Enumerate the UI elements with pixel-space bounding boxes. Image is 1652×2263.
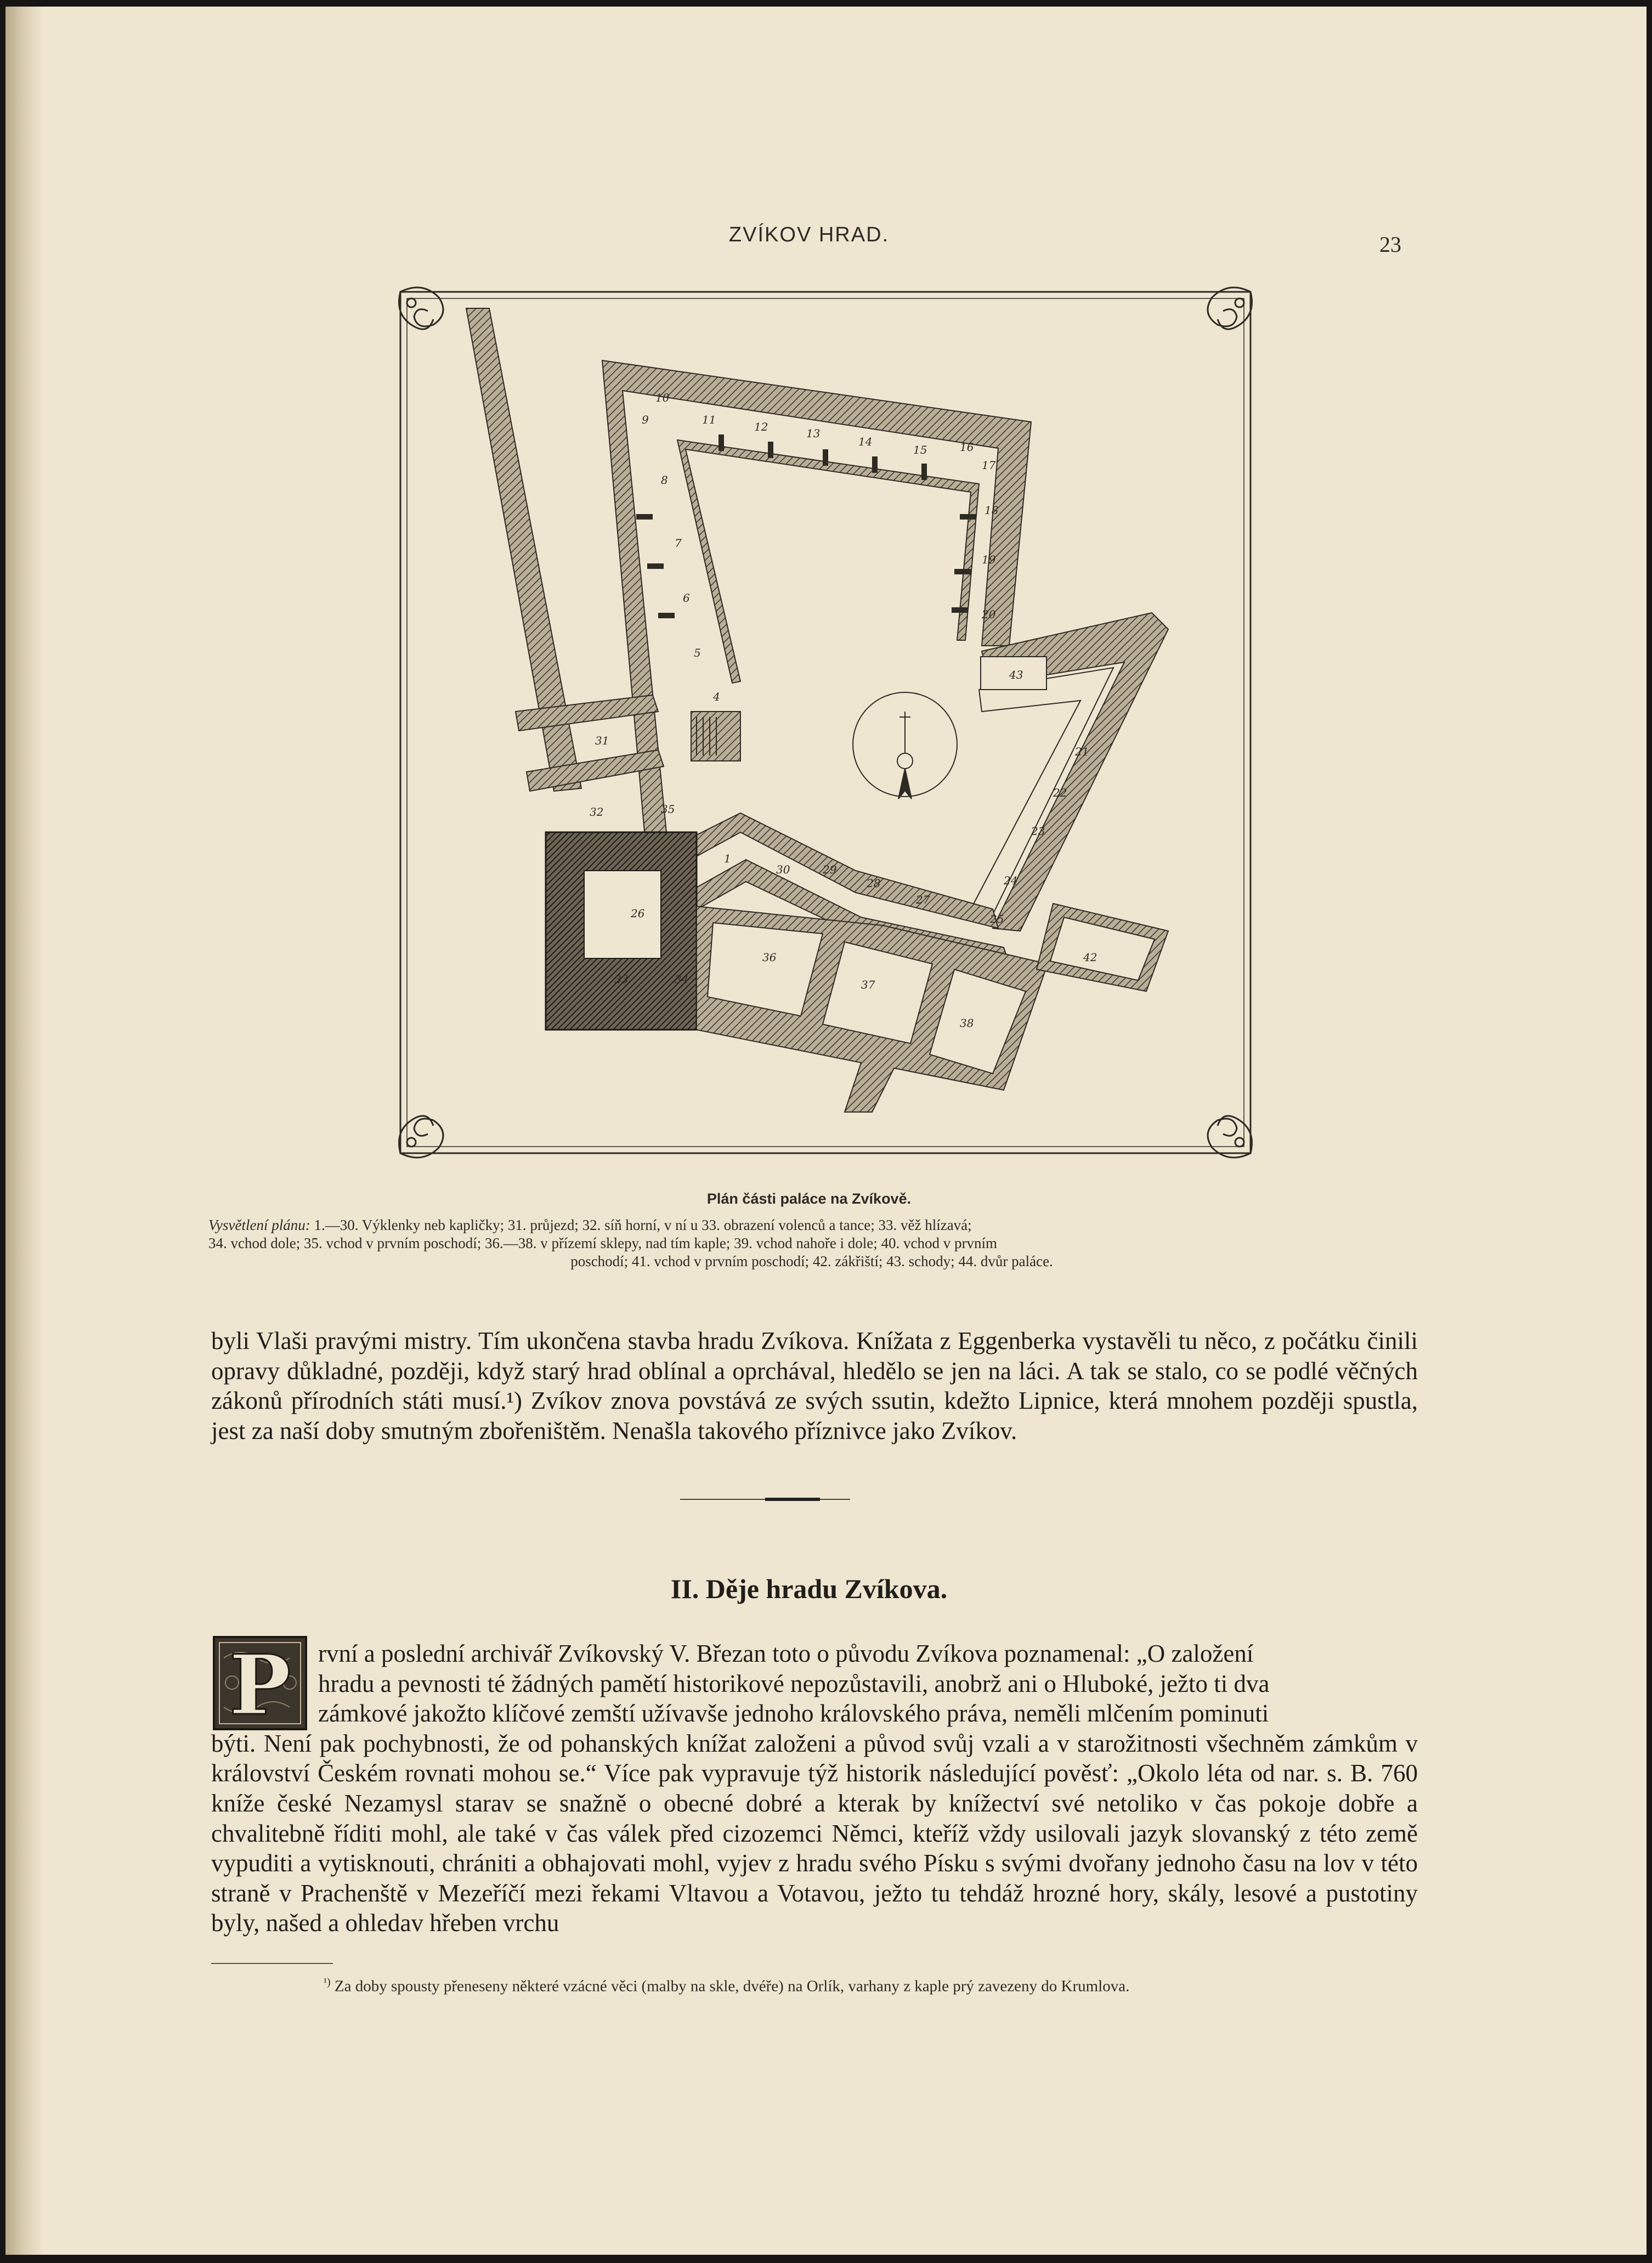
room-label: 37 (861, 978, 875, 991)
room-label: 14 (858, 435, 873, 448)
legend-text: 1.—30. Výklenky neb kapličky; 31. průjezd; 32. síň horní, v ní u 33. obrazení volenců a tance; 33. věž hlízavá; (314, 1217, 972, 1233)
footnote-marker: ¹) (324, 1976, 331, 1988)
room-label: 43 (1009, 668, 1023, 681)
legend-label: Vysvětlení plánu: (208, 1217, 310, 1233)
room-label: 8 (661, 473, 668, 487)
room-label: 9 (642, 413, 649, 426)
room-label: 35 (661, 803, 675, 816)
room-label: 31 (595, 734, 609, 747)
room-label: 6 (683, 591, 690, 605)
room-label: 22 (1053, 786, 1067, 799)
room-label: 17 (982, 459, 996, 472)
section-heading: II. Děje hradu Zvíkova. (670, 1573, 948, 1604)
room-label: 32 (590, 805, 604, 819)
legend-line-2: 34. vchod dole; 35. vchod v prvním poschodí; 36.—38. v přízemí sklepy, nad tím kaple; 39. vchod nahoře i dole; 40. vchod v prvním (208, 1235, 998, 1251)
room-label: 21 (1075, 745, 1089, 758)
corner-ornament-icon (399, 1116, 444, 1158)
room-label: 38 (960, 1017, 974, 1030)
paragraph-2 (211, 1639, 1418, 1938)
room-label: 5 (694, 646, 701, 659)
room-label: 26 (631, 907, 645, 920)
footnote-rule (211, 1963, 333, 1964)
room-label: 1 (724, 852, 731, 865)
courtyard-inner-wall (677, 440, 979, 683)
room-label: 19 (982, 553, 996, 566)
page-gutter-shadow (5, 7, 44, 2255)
figure-legend (208, 1216, 1415, 1271)
corner-ornament-icon (399, 287, 444, 329)
room-label: 27 (916, 893, 930, 906)
paragraph-2-line-2: hradu a pevnosti té žádných pamětí historikové nepozůstavili, anobrž ani o Hluboké, ježto ti dva (318, 1669, 1270, 1697)
room-label: 15 (913, 443, 927, 456)
figure-caption-title: Plán části paláce na Zvíkově. (706, 1190, 912, 1207)
tower-interior (584, 871, 661, 958)
room-label: 7 (675, 537, 682, 550)
legend-line-3: poschodí; 41. vchod v prvním poschodí; 42. zákřiští; 43. schody; 44. dvůr paláce. (570, 1253, 1053, 1269)
paragraph-1-text: byli Vlaši pravými mistry. Tím ukončena stavba hradu Zvíkova. Knížata z Eggenberka vystavěli tu něco, z počátku činili opravy důkladné, později, když starý hrad oblínal a oprchával, hledělo se jen na láci. A tak se stalo, co se podlé věčných zákonů přírodních státi musí.¹) Zvíkov znova povstává ze svých ssutin, kdežto Lipnice, která mnohem později spustla, jest za naší doby smutným zbořeništěm. Nenašla takového příznivce jako Zvíkov. (211, 1327, 1418, 1444)
room-label: 4 (713, 690, 720, 703)
room-label: 36 (762, 951, 777, 964)
dropcap-letter: P (229, 1637, 291, 1730)
room-label: 16 (960, 441, 974, 454)
room-label: 30 (776, 863, 790, 876)
corner-ornament-icon (1208, 1116, 1252, 1158)
room-label: 23 (1031, 825, 1045, 838)
section-divider (680, 1499, 850, 1500)
room-label: 13 (806, 427, 821, 440)
room-label: 11 (702, 413, 716, 426)
page-number: 23 (1379, 232, 1401, 257)
footnote-text: Za doby spousty přeneseny některé vzácné věci (malby na skle, dvéře) na Orlík, varhany z kaple prý zavezeny do Krumlova. (334, 1977, 1130, 1995)
corner-ornament-icon (1208, 287, 1252, 329)
room-label: 28 (867, 877, 881, 890)
compass-rose-icon (853, 692, 957, 799)
room-label: 34 (675, 973, 689, 986)
room-label: 20 (982, 608, 996, 621)
room-label: 25 (990, 912, 1004, 925)
room-label: 42 (1083, 951, 1097, 964)
paragraph-2-line-3: zámkové jakožto klíčové zemští užívavše jednoho královského práva, neměli mlčením pominuti (318, 1700, 1269, 1728)
room-label: 12 (754, 420, 768, 433)
book-page (5, 7, 1647, 2255)
running-head: ZVÍKOV HRAD. (728, 223, 890, 246)
room-label: 18 (985, 504, 999, 517)
room-label: 33 (614, 973, 629, 986)
paragraph-2-line-1: rvní a poslední archivář Zvíkovský V. Březan toto o původu Zvíkova poznamenal: „O založení (318, 1640, 1254, 1667)
paragraph-2-rest: býti. Není pak pochybnosti, že od pohanských knížat založeni a původ svůj vzali a v starožitnosti všechněm zámkům v království Českém rovnati mohou se.“ Více pak vypravuje týž historik následující pověsť: „Okolo léta od nar. s. B. 760 kníže české Nezamysl starav se snažně o obecné dobré a kterak by knížectví své netoliko v čas pokoje dobře a chvalitebně říditi mohl, ale také v čas válek před cizozemci Němci, kteříž vždy usilovali jazyk slovanský z této země vypuditi a vytisknouti, chrániti a obhajovati mohl, vyjev z hradu svého Písku s svými dvořany jednoho času na lov v této straně v Prachenště v Mezeříčí mezi řekami Vltavou a Votavou, ježto tu tehdáž hrozné hory, skály, lesové a pustotiny byly, našed a ohledav hřeben vrchu (211, 1729, 1418, 1937)
castle-floor-plan (389, 278, 1261, 1172)
legend-line-1 (208, 1216, 1415, 1234)
footnote (324, 1976, 1421, 1996)
paragraph-1 (211, 1326, 1418, 1446)
room-label: 10 (655, 391, 670, 404)
room-label: 29 (823, 863, 837, 876)
room-label: 24 (1004, 874, 1018, 887)
